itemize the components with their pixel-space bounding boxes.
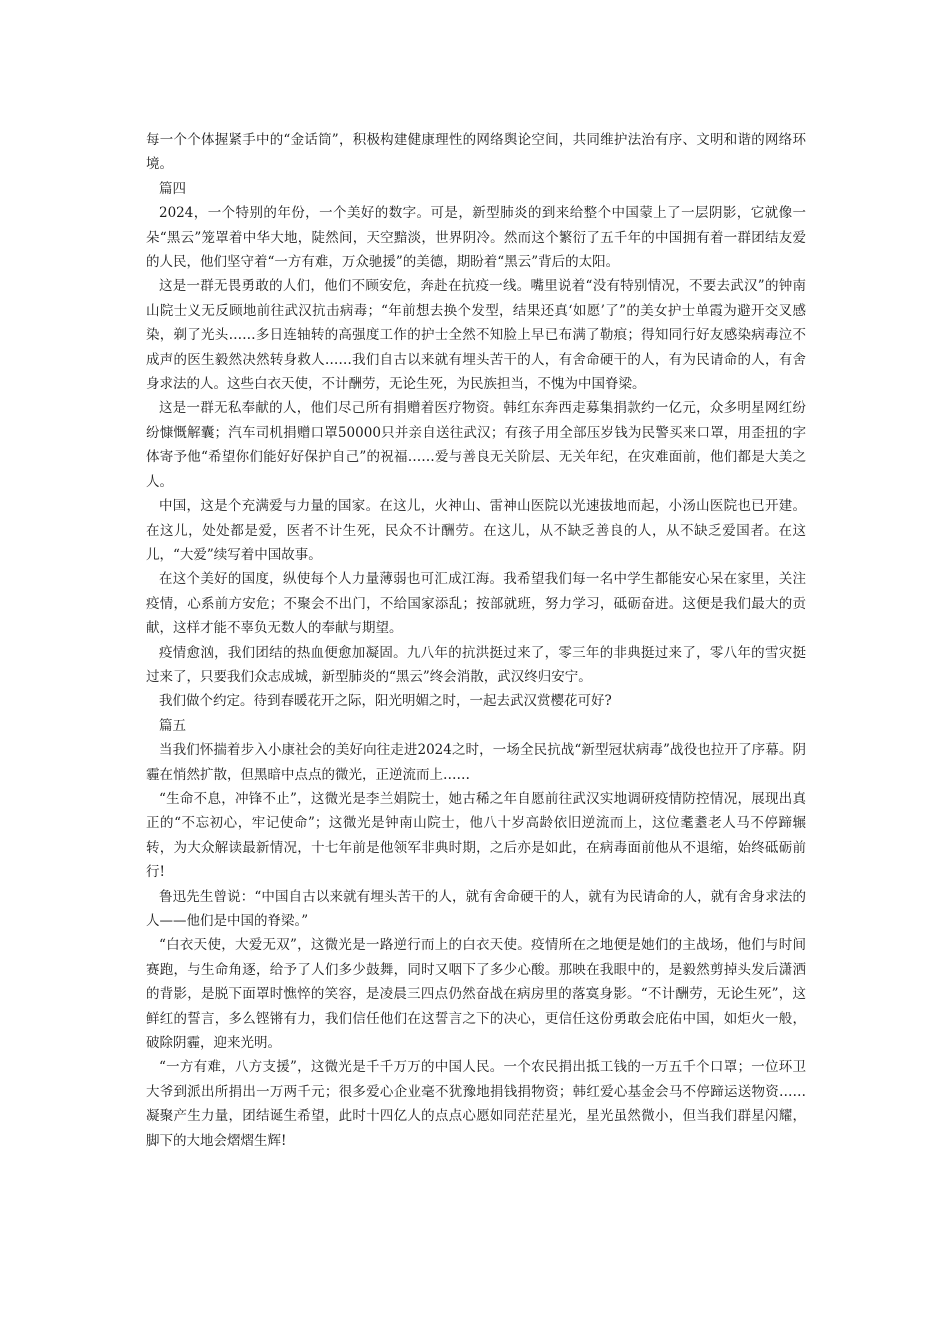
- body-paragraph: 当我们怀揣着步入小康社会的美好向往走进2024之时，一场全民抗战“新型冠状病毒”战役也拉开了序幕。阴霾在悄然扩散，但黑暗中点点的微光，正逆流而上……: [146, 742, 806, 783]
- body-paragraph: 中国，这是个充满爱与力量的国家。在这儿，火神山、雷神山医院以光速拔地而起，小汤山医院也已开建。在这儿，处处都是爱，医者不计生死，民众不计酬劳。在这儿，从不缺乏善良的人，从不缺乏爱国者。在这儿，“大爱”续写着中国故事。: [146, 498, 806, 563]
- section-heading: 篇四: [159, 180, 186, 197]
- body-paragraph: “白衣天使，大爱无双”，这微光是一路逆行而上的白衣天使。疫情所在之地便是她们的主战场，他们与时间赛跑，与生命角逐，给予了人们多少鼓舞，同时又咽下了多少心酸。那映在我眼中的，是毅然剪掉头发后潇洒的背影，是脱下面罩时憔悴的笑容，是凌晨三四点仍然奋战在病房里的落寞身影。“不计酬劳，无论生死”，这鲜红的誓言，多么铿锵有力，我们信任他们在这誓言之下的决心，更信任这份勇敢会庇佑中国，如炬火一般，破除阴霾，迎来光明。: [146, 937, 806, 1052]
- body-paragraph: 这是一群无私奉献的人，他们尽己所有捐赠着医疗物资。韩红东奔西走募集捐款约一亿元，众多明星网红纷纷慷慨解囊；汽车司机捐赠口罩50000只并亲自送往武汉；有孩子用全部压岁钱为民警买来口罩，用歪扭的字体寄予他“希望你们能好好保护自己”的祝福……爱与善良无关阶层、无关年纪，在灾难面前，他们都是大美之人。: [146, 400, 806, 490]
- body-paragraph: 2024，一个特别的年份，一个美好的数字。可是，新型肺炎的到来给整个中国蒙上了一层阴影，它就像一朵“黑云”笼罩着中华大地，陡然间，天空黯淡，世界阴冷。然而这个繁衍了五千年的中国拥有着一群团结友爱的人民，他们坚守着“一方有难，万众驰援”的美德，期盼着“黑云”背后的太阳。: [146, 205, 806, 271]
- section-heading: 篇五: [159, 717, 186, 734]
- body-paragraph: 每一个个体握紧手中的“金话筒”，积极构建健康理性的网络舆论空间，共同维护法治有序、文明和谐的网络环境。: [146, 132, 806, 173]
- body-paragraph: 疫情愈汹，我们团结的热血便愈加凝固。九八年的抗洪挺过来了，零三年的非典挺过来了，零八年的雪灾挺过来了，只要我们众志成城，新型肺炎的“黑云”终会消散，武汉终归安宁。: [146, 644, 806, 685]
- body-paragraph: 鲁迅先生曾说：“中国自古以来就有埋头苦干的人，就有舍命硬干的人，就有为民请命的人，就有舍身求法的人——他们是中国的脊梁。”: [146, 888, 806, 929]
- body-paragraph: “生命不息，冲锋不止”，这微光是李兰娟院士，她古稀之年自愿前往武汉实地调研疫情防控情况，展现出真正的“不忘初心，牢记使命”；这微光是钟南山院士，他八十岁高龄依旧逆流而上，这位耄耋老人马不停蹄辗转，为大众解读最新情况，十七年前是他领军非典时期，之后亦是如此，在病毒面前他从不退缩，始终砥砺前行!: [146, 790, 806, 881]
- body-paragraph: 这是一群无畏勇敢的人们，他们不顾安危，奔赴在抗疫一线。嘴里说着“没有特别情况，不要去武汉”的钟南山院士义无反顾地前往武汉抗击病毒；“年前想去换个发型，结果还真‘如愿’了”的美女护士单霞为避开交叉感染，剃了光头……多日连轴转的高强度工作的护士全然不知脸上早已布满了勒痕；得知同行好友感染病毒泣不成声的医生毅然决然转身救人……我们自古以来就有埋头苦干的人，有舍命硬干的人，有为民请命的人，有舍身求法的人。这些白衣天使，不计酬劳，无论生死，为民族担当，不愧为中国脊梁。: [146, 278, 806, 393]
- body-paragraph: 在这个美好的国度，纵使每个人力量薄弱也可汇成江海。我希望我们每一名中学生都能安心呆在家里，关注疫情，心系前方安危；不聚会不出门，不给国家添乱；按部就班，努力学习，砥砺奋进。这便是我们最大的贡献，这样才能不辜负无数人的奉献与期望。: [146, 571, 806, 637]
- body-paragraph: “一方有难，八方支援”，这微光是千千万万的中国人民。一个农民捐出抵工钱的一万五千个口罩；一位环卫大爷到派出所捐出一万两千元；很多爱心企业毫不犹豫地捐钱捐物资；韩红爱心基金会马不停蹄运送物资……凝聚产生力量，团结诞生希望，此时十四亿人的点点心愿如同茫茫星光，星光虽然微小，但当我们群星闪耀，脚下的大地会熠熠生辉!: [146, 1059, 806, 1149]
- body-paragraph: 我们做个约定。待到春暖花开之际，阳光明媚之时，一起去武汉赏樱花可好?: [159, 693, 612, 710]
- document-page: [146, 128, 806, 1153]
